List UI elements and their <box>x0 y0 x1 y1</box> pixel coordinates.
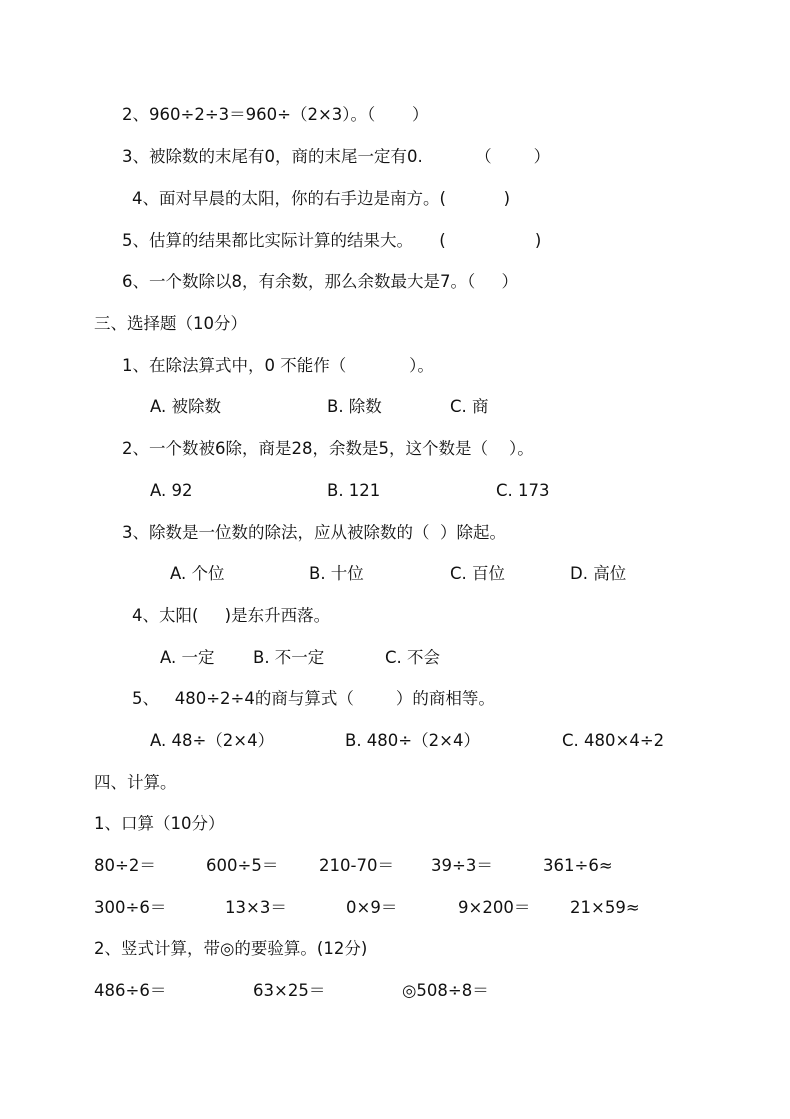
vertical-calc-title: 2、竖式计算，带◎的要验算。(12分) <box>94 939 368 958</box>
judge-question-5: 5、估算的结果都比实际计算的结果大。 ( ) <box>122 231 542 250</box>
vertical-item: 63×25＝ <box>253 981 326 1000</box>
choice-q5-option-c: C. 480×4÷2 <box>562 731 665 750</box>
choice-question-1: 1、在除法算式中，0 不能作（ ）。 <box>122 356 434 375</box>
choice-q3-option-d: D. 高位 <box>570 564 627 583</box>
oral-calc-title: 1、口算（10分） <box>94 814 225 833</box>
choice-question-2: 2、一个数被6除，商是28，余数是5，这个数是（ ）。 <box>122 439 534 458</box>
choice-q2-option-b: B. 121 <box>327 481 381 500</box>
choice-q4-option-b: B. 不一定 <box>253 648 325 667</box>
choice-q4-option-a: A. 一定 <box>160 648 215 667</box>
oral-item: 0×9＝ <box>346 898 398 917</box>
choice-q5-option-b: B. 480÷（2×4） <box>345 731 480 750</box>
vertical-item: 486÷6＝ <box>94 981 167 1000</box>
oral-item: 361÷6≈ <box>543 856 613 875</box>
judge-question-3: 3、被除数的末尾有0，商的末尾一定有0. （ ） <box>122 147 551 166</box>
choice-q1-option-c: C. 商 <box>450 397 489 416</box>
choice-question-4: 4、太阳( )是东升西落。 <box>132 606 331 625</box>
section-title-calc: 四、计算。 <box>94 773 177 792</box>
choice-q5-option-a: A. 48÷（2×4） <box>150 731 275 750</box>
oral-item: 600÷5＝ <box>206 856 279 875</box>
choice-q3-option-a: A. 个位 <box>170 564 225 583</box>
choice-q3-option-b: B. 十位 <box>309 564 364 583</box>
oral-item: 39÷3＝ <box>431 856 493 875</box>
oral-item: 300÷6＝ <box>94 898 167 917</box>
choice-q4-option-c: C. 不会 <box>385 648 441 667</box>
oral-item: 13×3＝ <box>225 898 287 917</box>
choice-question-3: 3、除数是一位数的除法，应从被除数的（ ）除起。 <box>122 523 506 542</box>
oral-item: 80÷2＝ <box>94 856 156 875</box>
judge-question-2: 2、960÷2÷3＝960÷（2×3）。（ ） <box>122 105 429 124</box>
section-title-choice: 三、选择题（10分） <box>94 314 247 333</box>
oral-item: 21×59≈ <box>570 898 640 917</box>
oral-item: 9×200＝ <box>458 898 531 917</box>
choice-q1-option-b: B. 除数 <box>327 397 382 416</box>
choice-q3-option-c: C. 百位 <box>450 564 506 583</box>
vertical-item: ◎508÷8＝ <box>402 981 489 1000</box>
judge-question-6: 6、一个数除以8，有余数，那么余数最大是7。（ ） <box>122 272 518 291</box>
choice-q2-option-a: A. 92 <box>150 481 193 500</box>
choice-q1-option-a: A. 被除数 <box>150 397 221 416</box>
oral-item: 210-70＝ <box>319 856 394 875</box>
choice-question-5: 5、 480÷2÷4的商与算式（ ）的商相等。 <box>132 689 495 708</box>
judge-question-4: 4、面对早晨的太阳，你的右手边是南方。( ) <box>132 189 511 208</box>
choice-q2-option-c: C. 173 <box>496 481 550 500</box>
